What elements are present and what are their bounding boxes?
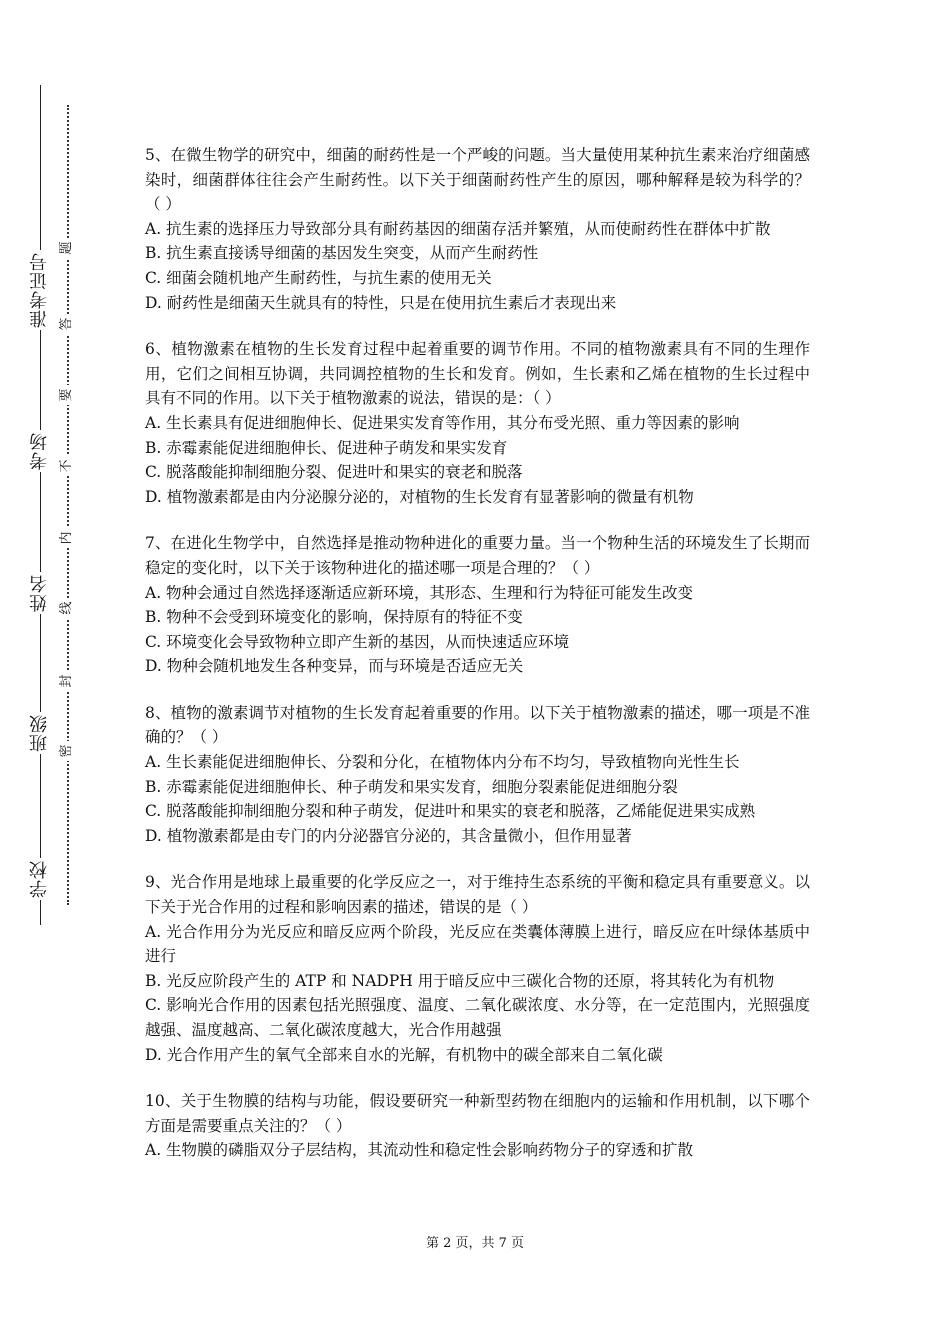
- binding-margin: [0, 0, 140, 1344]
- option-a: A. 生长素能促进细胞伸长、分裂和分化，在植物体内分布不均匀，导致植物向光性生长: [145, 753, 740, 772]
- seal-char: 题: [59, 238, 75, 258]
- question-7: [145, 531, 810, 679]
- seal-char: 不: [59, 456, 75, 476]
- seal-char: 答: [59, 314, 75, 334]
- option-a: A. 抗生素的选择压力导致部分具有耐药基因的细菌存活并繁殖，从而使耐药性在群体中扩散: [145, 219, 771, 238]
- field-label-class: 班级: [20, 712, 60, 754]
- seal-char: 线: [59, 598, 75, 618]
- option-b: B. 赤霉素能促进细胞伸长、种子萌发和果实发育，细胞分裂素能促进细胞分裂: [145, 777, 678, 796]
- field-label-school: 学校: [20, 858, 60, 900]
- binding-solid-line: [40, 85, 41, 925]
- option-d: D. 物种会随机地发生各种变异，而与环境是否适应无关: [145, 657, 524, 676]
- binding-dotted-line: [67, 105, 69, 905]
- option-c: C. 细菌会随机地产生耐药性，与抗生素的使用无关: [145, 268, 492, 287]
- page-number: 第 2 页，共 7 页: [425, 1236, 525, 1251]
- field-label-exam-room: 考场: [20, 430, 60, 472]
- option-b: B. 光反应阶段产生的 ATP 和 NADPH 用于暗反应中三碳化合物的还原，将其转化为有机物: [145, 971, 775, 990]
- option-c: C. 脱落酸能抑制细胞分裂和种子萌发，促进叶和果实的衰老和脱落，乙烯能促进果实成熟: [145, 802, 756, 821]
- seal-char: 要: [59, 385, 75, 405]
- option-c: C. 环境变化会导致物种立即产生新的基因，从而快速适应环境: [145, 632, 570, 651]
- option-a: A. 光合作用分为光反应和暗反应两个阶段，光反应在类囊体薄膜上进行，暗反应在叶绿体基质中进行: [145, 922, 810, 966]
- option-a: A. 生物膜的磷脂双分子层结构，其流动性和稳定性会影响药物分子的穿透和扩散: [145, 1141, 694, 1160]
- question-stem: 8、植物的激素调节对植物的生长发育起着重要的作用。以下关于植物激素的描述，哪一项是不准确的？（ ）: [145, 703, 810, 747]
- option-d: D. 植物激素都是由内分泌腺分泌的，对植物的生长发育有显著影响的微量有机物: [145, 487, 694, 506]
- question-5: [145, 143, 810, 315]
- question-6: [145, 337, 810, 509]
- option-d: D. 植物激素都是由专门的内分泌器官分泌的，其含量微小，但作用显著: [145, 826, 632, 845]
- option-d: D. 耐药性是细菌天生就具有的特性，只是在使用抗生素后才表现出来: [145, 293, 617, 312]
- option-b: B. 物种不会受到环境变化的影响，保持原有的特征不变: [145, 608, 523, 627]
- question-stem: 7、在进化生物学中，自然选择是推动物种进化的重要力量。当一个物种生活的环境发生了长期而稳定的变化时，以下关于该物种进化的描述哪一项是合理的？（ ）: [145, 534, 810, 577]
- option-c: C. 脱落酸能抑制细胞分裂、促进叶和果实的衰老和脱落: [145, 463, 523, 482]
- option-c: C. 影响光合作用的因素包括光照强度、温度、二氧化碳浓度、水分等，在一定范围内，光照强度越强、温度越高、二氧化碳浓度越大，光合作用越强: [145, 996, 810, 1039]
- question-10: [145, 1089, 810, 1163]
- question-stem: 9、光合作用是地球上最重要的化学反应之一，对于维持生态系统的平衡和稳定具有重要意义。以下关于光合作用的过程和影响因素的描述，错误的是（ ）: [145, 873, 810, 917]
- option-d: D. 光合作用产生的氧气全部来自水的光解，有机物中的碳全部来自二氧化碳: [145, 1045, 663, 1064]
- question-9: [145, 870, 810, 1067]
- question-list: [145, 143, 810, 1185]
- option-a: A. 物种会通过自然选择逐渐适应新环境，其形态、生理和行为特征可能发生改变: [145, 583, 694, 602]
- field-label-exam-number: 准考证号: [20, 250, 60, 330]
- option-b: B. 抗生素直接诱导细菌的基因发生突变，从而产生耐药性: [145, 244, 539, 263]
- seal-char: 密: [59, 741, 75, 761]
- seal-char: 封: [59, 671, 75, 691]
- field-label-name: 姓名: [20, 572, 60, 614]
- option-a: A. 生长素具有促进细胞伸长、促进果实发育等作用，其分布受光照、重力等因素的影响: [145, 413, 740, 432]
- seal-char: 内: [59, 528, 75, 548]
- question-8: [145, 701, 810, 849]
- question-stem: 5、在微生物学的研究中，细菌的耐药性是一个严峻的问题。当大量使用某种抗生素来治疗细菌感染时，细菌群体往往会产生耐药性。以下关于细菌耐药性产生的原因，哪种解释是较为科学的？（ ）: [145, 146, 810, 214]
- question-stem: 10、关于生物膜的结构与功能，假设要研究一种新型药物在细胞内的运输和作用机制，以下哪个方面是需要重点关注的？（ ）: [145, 1092, 810, 1135]
- option-b: B. 赤霉素能促进细胞伸长、促进种子萌发和果实发育: [145, 438, 508, 457]
- question-stem: 6、植物激素在植物的生长发育过程中起着重要的调节作用。不同的植物激素具有不同的生理作用，它们之间相互协调，共同调控植物的生长和发育。例如，生长素和乙烯在植物的生长过程中具有不同的作用。以下关于植物激素的说法，错误的是：（ ）: [145, 340, 810, 408]
